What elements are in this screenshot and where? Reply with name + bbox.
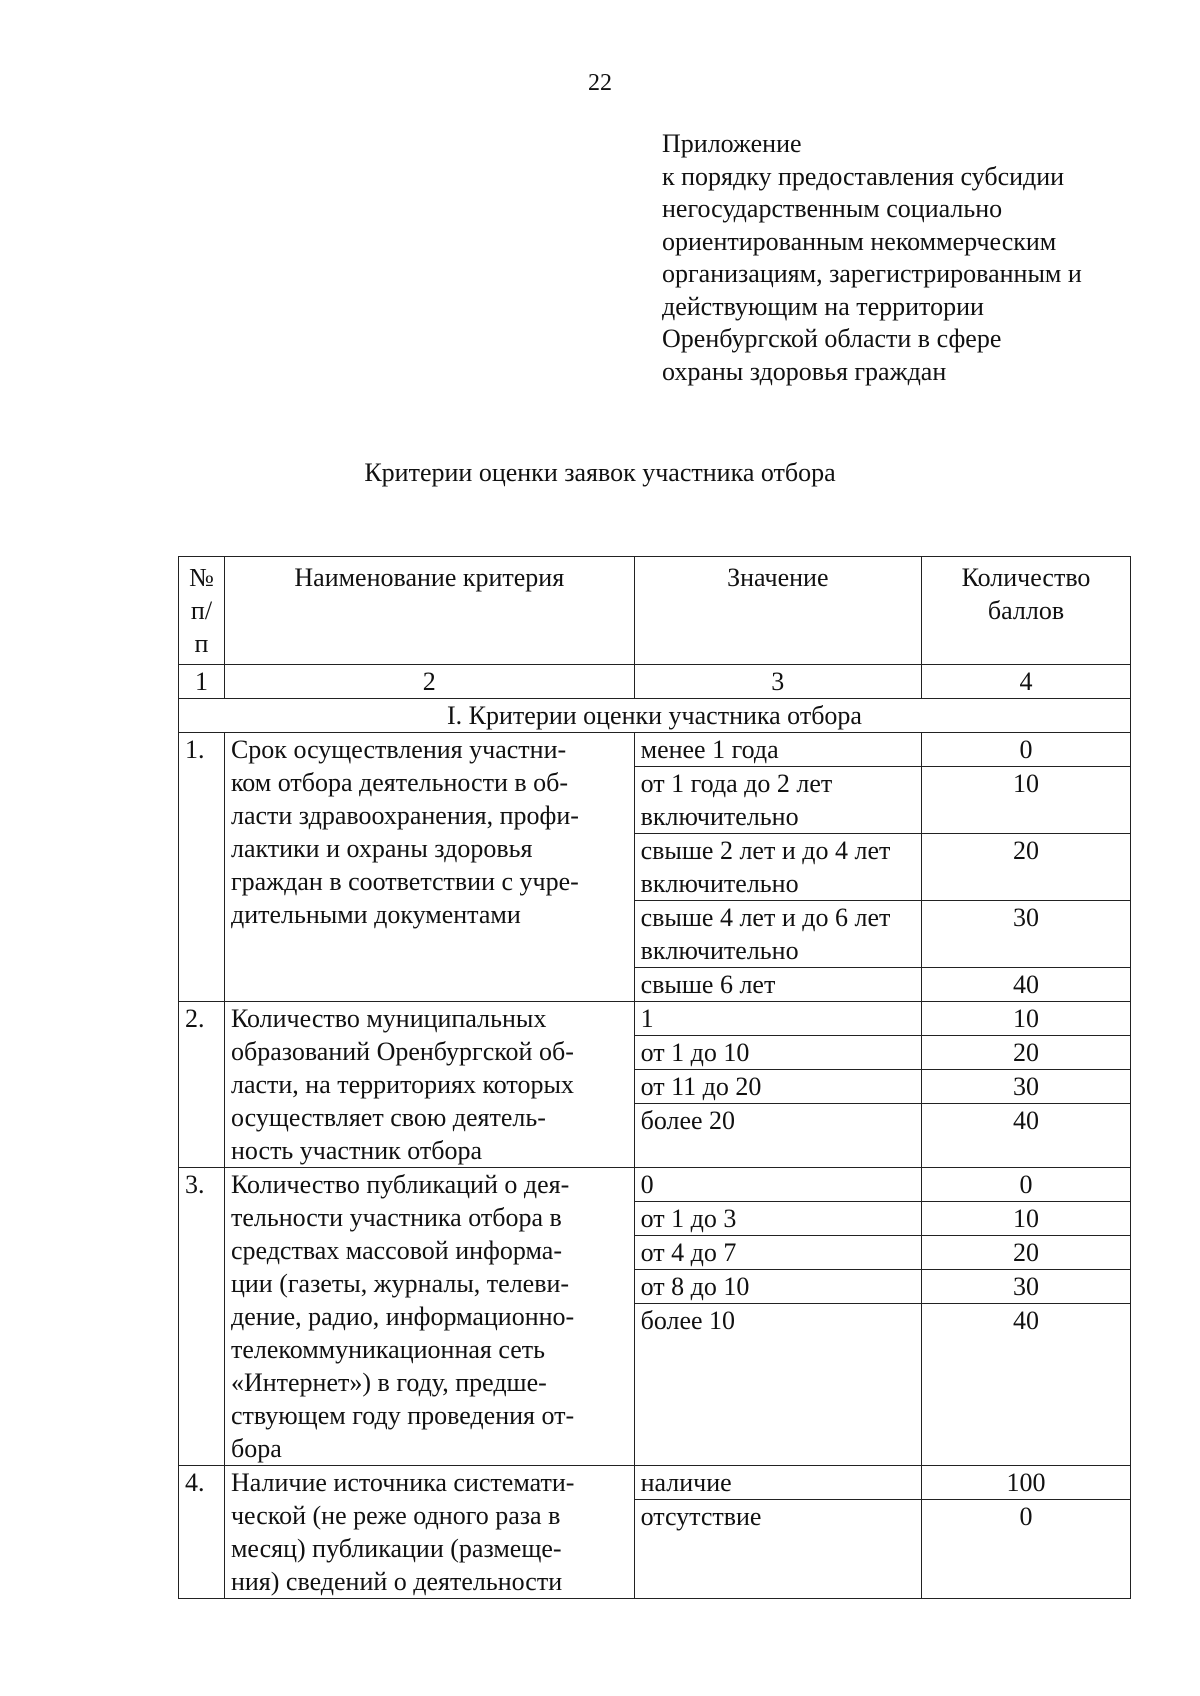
table-row	[179, 1466, 1131, 1599]
score-value: 10	[1012, 1004, 1039, 1033]
table-row	[179, 1002, 1131, 1168]
appendix-line: охраны здоровья граждан	[662, 356, 947, 386]
criterion-name: Срок осуществления участни- ком отбора деятельности в об- ласти здравоохранения, профи- лактики и охраны здоровья граждан в соответствии с учре- дительными документами	[224, 733, 634, 1002]
document-title: Критерии оценки заявок участника отбора	[364, 458, 836, 487]
value-option: свыше 2 лет и до 4 лет включительно	[635, 833, 921, 900]
appendix-block	[662, 128, 1182, 388]
table-row	[179, 1168, 1131, 1466]
row-number: 2.	[179, 1002, 225, 1168]
appendix-line: ориентированным некоммерческим	[662, 226, 1057, 256]
section-title: I. Критерии оценки участника отбора	[179, 699, 1131, 733]
appendix-line: организациям, зарегистрированным и	[662, 259, 1082, 288]
value-option: от 1 до 10	[635, 1035, 921, 1069]
score-value: 40	[922, 1103, 1130, 1137]
appendix-line: действующим на территории	[662, 291, 984, 321]
score-value: 0	[922, 1499, 1130, 1533]
column-number: 3	[634, 665, 921, 699]
criterion-values	[634, 1466, 921, 1599]
value-option: от 1 года до 2 лет включительно	[635, 766, 921, 833]
section-row	[179, 699, 1131, 733]
header-value: Значение	[634, 557, 921, 665]
appendix-line: к порядку предоставления субсидии	[662, 161, 1065, 191]
criterion-scores	[921, 1002, 1130, 1168]
column-number: 2	[224, 665, 634, 699]
value-option: от 4 до 7	[635, 1235, 921, 1269]
value-option: свыше 6 лет	[635, 967, 921, 1001]
appendix-line: Оренбургской области в сфере	[662, 324, 1002, 353]
criterion-scores	[921, 1466, 1130, 1599]
score-value: 30	[922, 900, 1130, 967]
score-value: 30	[922, 1269, 1130, 1303]
value-option: отсутствие	[635, 1499, 921, 1533]
row-number: 3.	[179, 1168, 225, 1466]
value-option: более 20	[635, 1103, 921, 1137]
header-score: Количество баллов	[921, 557, 1130, 665]
score-value: 40	[922, 967, 1130, 1001]
criterion-values	[634, 1168, 921, 1466]
score-value: 20	[922, 1035, 1130, 1069]
value-option: от 11 до 20	[635, 1069, 921, 1103]
appendix-line: негосударственным социально	[662, 194, 1003, 223]
score-value: 10	[922, 766, 1130, 833]
header-number: № п/п	[179, 557, 225, 665]
score-value: 0	[1019, 735, 1033, 764]
value-option: свыше 4 лет и до 6 лет включительно	[635, 900, 921, 967]
column-number: 4	[921, 665, 1130, 699]
criterion-values	[634, 733, 921, 1002]
score-value: 30	[922, 1069, 1130, 1103]
value-option: наличие	[640, 1468, 732, 1497]
row-number: 4.	[179, 1466, 225, 1599]
table-row	[179, 733, 1131, 1002]
value-option: 0	[640, 1170, 654, 1199]
page-number: 22	[588, 70, 612, 96]
value-option: менее 1 года	[640, 735, 779, 764]
score-value: 100	[1006, 1468, 1046, 1497]
score-value: 10	[922, 1201, 1130, 1235]
criterion-name: Количество муниципальных образований Оренбургской об- ласти, на территориях которых осуществляет свою деятель- ность участник отбора	[224, 1002, 634, 1168]
score-value: 0	[1019, 1170, 1033, 1199]
column-number: 1	[179, 665, 225, 699]
criterion-values	[634, 1002, 921, 1168]
row-number: 1.	[179, 733, 225, 1002]
value-option: более 10	[635, 1303, 921, 1337]
score-value: 20	[922, 1235, 1130, 1269]
criterion-scores	[921, 733, 1130, 1002]
criterion-scores	[921, 1168, 1130, 1466]
column-number-row	[179, 665, 1131, 699]
score-value: 40	[922, 1303, 1130, 1337]
criterion-name: Наличие источника системати- ческой (не реже одного раза в месяц) публикации (размеще- ния) сведений о деятельности	[224, 1466, 634, 1599]
value-option: от 1 до 3	[635, 1201, 921, 1235]
criterion-name: Количество публикаций о дея- тельности участника отбора в средствах массовой информа- ции (газеты, журналы, телеви- дение, радио, информационно- телекоммуникационная сеть «Интернет») в году, предше- ствующем году проведения от- бора	[224, 1168, 634, 1466]
value-option: от 8 до 10	[635, 1269, 921, 1303]
header-criterion-name: Наименование критерия	[224, 557, 634, 665]
appendix-line: Приложение	[662, 129, 802, 158]
score-value: 20	[922, 833, 1130, 900]
value-option: 1	[640, 1004, 654, 1033]
criteria-table	[178, 556, 1131, 1599]
table-header-row	[179, 557, 1131, 665]
